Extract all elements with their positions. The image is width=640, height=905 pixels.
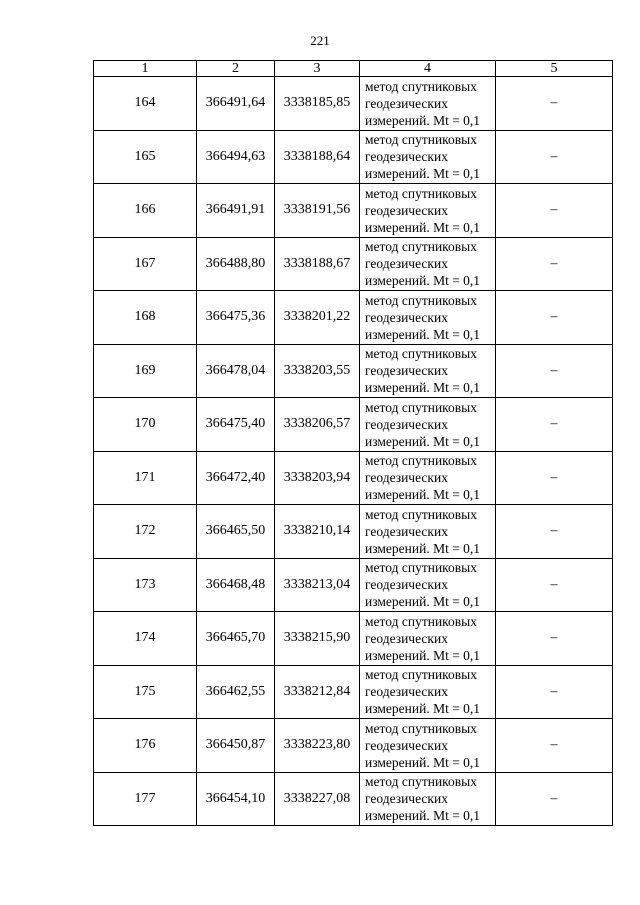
method-text-line: геодезических (365, 630, 448, 646)
cell-y-coordinate: 3338206,57 (275, 398, 360, 452)
table-row (94, 665, 613, 719)
method-text-line: геодезических (365, 95, 448, 111)
cell-point-number: 169 (94, 344, 197, 398)
cell-x-coordinate: 366475,36 (197, 291, 275, 345)
method-text-line: метод спутниковых (365, 346, 477, 362)
table-row (94, 451, 613, 505)
cell-y-coordinate: 3338210,14 (275, 505, 360, 559)
cell-y-coordinate: 3338227,08 (275, 772, 360, 826)
method-text-line: геодезических (365, 791, 448, 807)
method-text-line: измерений. Mt = 0,1 (365, 647, 481, 663)
cell-y-coordinate: 3338203,55 (275, 344, 360, 398)
method-text-line: измерений. Mt = 0,1 (365, 112, 481, 128)
method-text-line: метод спутниковых (365, 453, 477, 469)
table-header-row (94, 61, 613, 77)
method-text-line: метод спутниковых (365, 185, 477, 201)
cell-y-coordinate: 3338188,64 (275, 130, 360, 184)
cell-method (360, 344, 496, 398)
page-number: 221 (310, 33, 330, 48)
table-row (94, 344, 613, 398)
cell-note: – (496, 77, 613, 131)
method-text-line: метод спутниковых (365, 78, 477, 94)
cell-point-number: 170 (94, 398, 197, 452)
method-text-line: геодезических (365, 309, 448, 325)
cell-note: – (496, 130, 613, 184)
cell-method (360, 612, 496, 666)
table-row (94, 184, 613, 238)
cell-y-coordinate: 3338215,90 (275, 612, 360, 666)
cell-note: – (496, 237, 613, 291)
cell-x-coordinate: 366478,04 (197, 344, 275, 398)
cell-x-coordinate: 366488,80 (197, 237, 275, 291)
cell-note: – (496, 184, 613, 238)
method-text-line: измерений. Mt = 0,1 (365, 808, 481, 824)
column-header-note: 5 (496, 61, 613, 77)
coordinates-table (93, 60, 613, 826)
method-text-line: метод спутниковых (365, 613, 477, 629)
cell-note: – (496, 665, 613, 719)
cell-note: – (496, 398, 613, 452)
cell-method (360, 77, 496, 131)
method-text-line: геодезических (365, 470, 448, 486)
cell-y-coordinate: 3338185,85 (275, 77, 360, 131)
method-text-line: измерений. Mt = 0,1 (365, 380, 481, 396)
method-text-line: измерений. Mt = 0,1 (365, 326, 481, 342)
column-header-x: 2 (197, 61, 275, 77)
cell-note: – (496, 558, 613, 612)
cell-point-number: 174 (94, 612, 197, 666)
method-text-line: измерений. Mt = 0,1 (365, 540, 481, 556)
column-header-y: 3 (275, 61, 360, 77)
cell-y-coordinate: 3338203,94 (275, 451, 360, 505)
cell-method (360, 398, 496, 452)
method-text-line: измерений. Mt = 0,1 (365, 594, 481, 610)
cell-method (360, 505, 496, 559)
table-row (94, 719, 613, 773)
method-text-line: измерений. Mt = 0,1 (365, 701, 481, 717)
cell-note: – (496, 451, 613, 505)
cell-x-coordinate: 366454,10 (197, 772, 275, 826)
method-text-line: геодезических (365, 256, 448, 272)
cell-point-number: 168 (94, 291, 197, 345)
method-text-line: измерений. Mt = 0,1 (365, 433, 481, 449)
method-text-line: измерений. Mt = 0,1 (365, 273, 481, 289)
cell-x-coordinate: 366491,91 (197, 184, 275, 238)
cell-x-coordinate: 366475,40 (197, 398, 275, 452)
method-text-line: геодезических (365, 523, 448, 539)
cell-note: – (496, 505, 613, 559)
column-header-number: 1 (94, 61, 197, 77)
cell-point-number: 175 (94, 665, 197, 719)
cell-y-coordinate: 3338201,22 (275, 291, 360, 345)
table-row (94, 77, 613, 131)
method-text-line: измерений. Mt = 0,1 (365, 166, 481, 182)
cell-y-coordinate: 3338223,80 (275, 719, 360, 773)
cell-note: – (496, 612, 613, 666)
method-text-line: геодезических (365, 202, 448, 218)
cell-method (360, 558, 496, 612)
cell-x-coordinate: 366491,64 (197, 77, 275, 131)
cell-note: – (496, 772, 613, 826)
table-row (94, 237, 613, 291)
cell-x-coordinate: 366494,63 (197, 130, 275, 184)
cell-point-number: 171 (94, 451, 197, 505)
cell-point-number: 167 (94, 237, 197, 291)
cell-x-coordinate: 366462,55 (197, 665, 275, 719)
cell-y-coordinate: 3338212,84 (275, 665, 360, 719)
method-text-line: измерений. Mt = 0,1 (365, 754, 481, 770)
method-text-line: метод спутниковых (365, 506, 477, 522)
method-text-line: геодезических (365, 737, 448, 753)
cell-method (360, 291, 496, 345)
method-text-line: геодезических (365, 577, 448, 593)
method-text-line: геодезических (365, 416, 448, 432)
cell-x-coordinate: 366468,48 (197, 558, 275, 612)
table-row (94, 291, 613, 345)
method-text-line: измерений. Mt = 0,1 (365, 487, 481, 503)
table-body (94, 77, 613, 826)
cell-point-number: 165 (94, 130, 197, 184)
cell-note: – (496, 291, 613, 345)
cell-method (360, 772, 496, 826)
method-text-line: метод спутниковых (365, 667, 477, 683)
method-text-line: метод спутниковых (365, 132, 477, 148)
table-row (94, 772, 613, 826)
cell-y-coordinate: 3338213,04 (275, 558, 360, 612)
cell-y-coordinate: 3338188,67 (275, 237, 360, 291)
cell-method (360, 665, 496, 719)
method-text-line: метод спутниковых (365, 292, 477, 308)
table-row (94, 558, 613, 612)
cell-x-coordinate: 366450,87 (197, 719, 275, 773)
cell-point-number: 177 (94, 772, 197, 826)
table-row (94, 130, 613, 184)
cell-note: – (496, 344, 613, 398)
cell-point-number: 172 (94, 505, 197, 559)
cell-x-coordinate: 366465,70 (197, 612, 275, 666)
cell-method (360, 184, 496, 238)
cell-method (360, 451, 496, 505)
method-text-line: геодезических (365, 684, 448, 700)
table-row (94, 612, 613, 666)
method-text-line: геодезических (365, 149, 448, 165)
method-text-line: метод спутниковых (365, 560, 477, 576)
cell-method (360, 237, 496, 291)
method-text-line: метод спутниковых (365, 720, 477, 736)
cell-point-number: 164 (94, 77, 197, 131)
table-row (94, 398, 613, 452)
method-text-line: метод спутниковых (365, 239, 477, 255)
cell-y-coordinate: 3338191,56 (275, 184, 360, 238)
method-text-line: измерений. Mt = 0,1 (365, 219, 481, 235)
method-text-line: геодезических (365, 363, 448, 379)
cell-point-number: 166 (94, 184, 197, 238)
cell-method (360, 130, 496, 184)
method-text-line: метод спутниковых (365, 774, 477, 790)
cell-note: – (496, 719, 613, 773)
method-text-line: метод спутниковых (365, 399, 477, 415)
table-row (94, 505, 613, 559)
cell-x-coordinate: 366472,40 (197, 451, 275, 505)
cell-method (360, 719, 496, 773)
column-header-method: 4 (360, 61, 496, 77)
cell-point-number: 176 (94, 719, 197, 773)
cell-point-number: 173 (94, 558, 197, 612)
cell-x-coordinate: 366465,50 (197, 505, 275, 559)
